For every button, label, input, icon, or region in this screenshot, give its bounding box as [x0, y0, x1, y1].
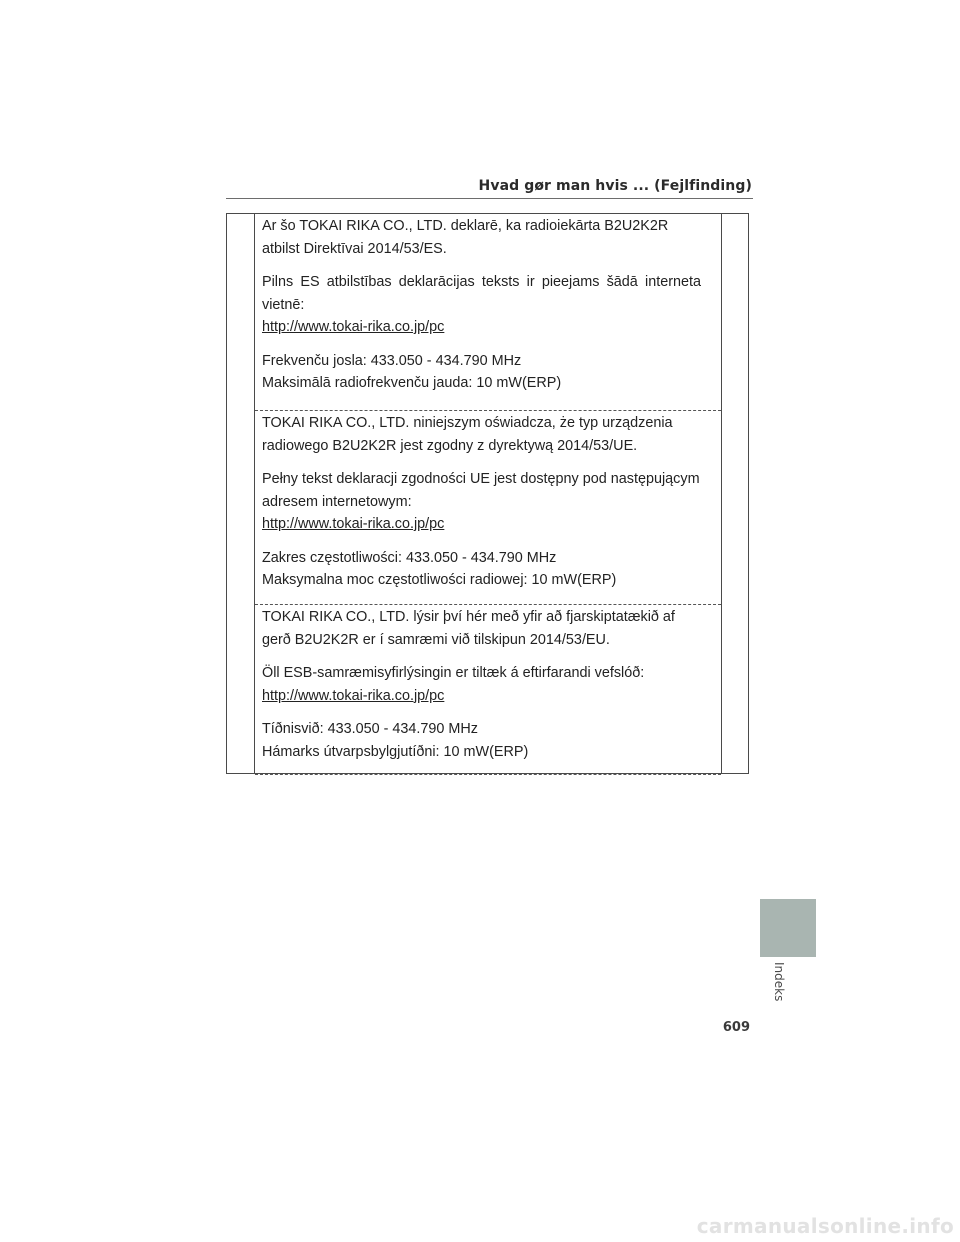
declaration-text-column [254, 214, 722, 773]
declaration-icelandic [255, 605, 721, 775]
declaration-url-link[interactable]: http://www.tokai-rika.co.jp/pc [262, 516, 445, 532]
declaration-statement: TOKAI RIKA CO., LTD. niniejszym oświadcza, że typ urządzenia radiowego B2U2K2R jest zgodny z dyrektywą 2014/53/UE. [262, 415, 673, 454]
header-divider [226, 198, 753, 199]
declaration-url-link[interactable]: http://www.tokai-rika.co.jp/pc [262, 319, 445, 335]
declaration-fulltext-note: Pełny tekst deklaracji zgodności UE jest dostępny pod następującym adresem internetowym: [262, 471, 700, 510]
max-power: Hámarks útvarpsbylgjutíðni: 10 mW(ERP) [262, 743, 529, 760]
declaration-fulltext-note: Öll ESB-samræmisyfirlýsingin er tiltæk á eftirfarandi vefslóð: [262, 665, 645, 681]
declaration-fulltext-note: Pilns ES atbilstības deklarācijas teksts ir pieejams šādā interneta vietnē: [262, 274, 701, 313]
declaration-url-link[interactable]: http://www.tokai-rika.co.jp/pc [262, 687, 445, 704]
frequency-band: Zakres częstotliwości: 433.050 - 434.790 MHz [262, 549, 557, 566]
page-header-title: Hvad gør man hvis ... (Fejlfinding) [478, 178, 752, 194]
frequency-band: Frekvenču josla: 433.050 - 434.790 MHz [262, 352, 522, 369]
index-tab-label: Indeks [772, 962, 786, 1002]
page-number: 609 [722, 1020, 750, 1035]
index-tab[interactable] [760, 899, 816, 957]
max-power: Maksymalna moc częstotliwości radiowej: 10 mW(ERP) [262, 572, 617, 588]
frequency-band: Tíðnisvið: 433.050 - 434.790 MHz [262, 721, 478, 737]
declaration-polish [255, 411, 721, 605]
declaration-latvian [255, 214, 721, 411]
declaration-statement: Ar šo TOKAI RIKA CO., LTD. deklarē, ka radioiekārta B2U2K2R atbilst Direktīvai 2014/53/ES. [262, 218, 669, 257]
watermark-text: carmanualsonline.info [696, 1214, 954, 1238]
declaration-statement: TOKAI RIKA CO., LTD. lýsir því hér með yfir að fjarskiptatækið af gerð B2U2K2R er í samræmi við tilskipun 2014/53/EU. [262, 609, 675, 648]
declaration-table [226, 213, 749, 774]
max-power: Maksimālā radiofrekvenču jauda: 10 mW(ERP) [262, 375, 562, 391]
